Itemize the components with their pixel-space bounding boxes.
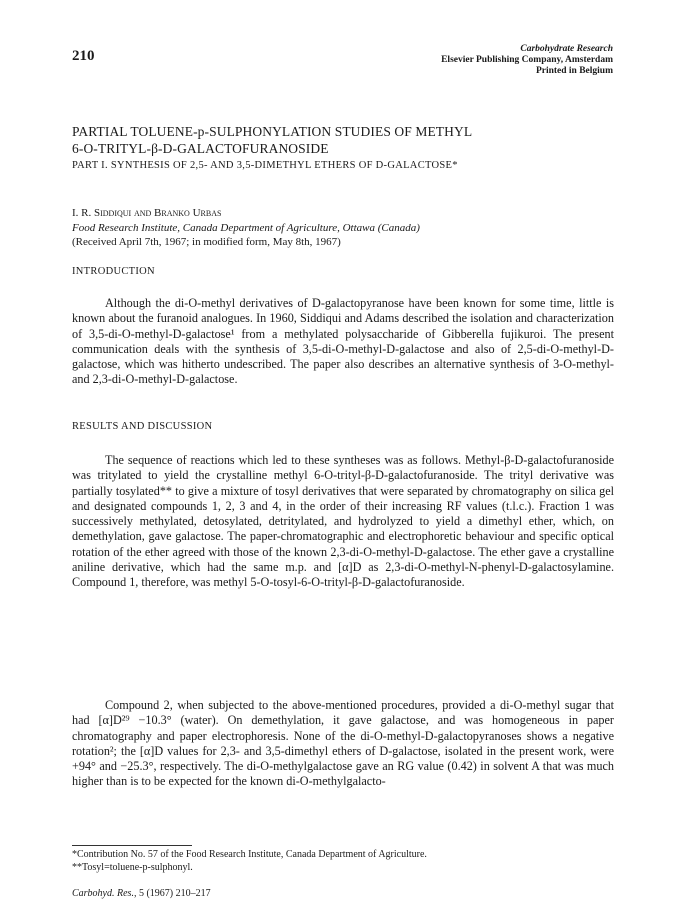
affiliation: Food Research Institute, Canada Department of Agriculture, Ottawa (Canada) (72, 222, 420, 234)
footnotes (72, 849, 614, 874)
publisher-company: Elsevier Publishing Company, Amsterdam (441, 55, 613, 65)
received-dates: (Received April 7th, 1967; in modified form, May 8th, 1967) (72, 236, 341, 248)
results-paragraph-2: Compound 2, when subjected to the above-mentioned procedures, provided a di-O-methyl sugar that had [α]D²⁹ −10.3° (water). On demethylation, it gave galactose, and was homogeneous in paper chromatography and paper electrophoresis. None of the di-O-methyl-D-galactopyranoses shows a negative rotation²; the [α]D values for 2,3- and 3,5-dimethyl ethers of D-galactose, isolated in the present work, were +94° and −25.3°, respectively. The di-O-methylgalactose gave an RG value (0.42) in solvent A that was much higher than is to be expected for the known di-O-methylgalacto- (72, 698, 614, 789)
citation-details: 5 (1967) 210–217 (138, 888, 211, 899)
citation-journal: Carbohyd. Res., (72, 888, 137, 899)
page-number: 210 (72, 48, 95, 64)
title-line-1: PARTIAL TOLUENE-p-SULPHONYLATION STUDIES OF METHYL (72, 124, 473, 139)
title-line-2: 6-O-TRITYL-β-D-GALACTOFURANOSIDE (72, 141, 329, 156)
journal-citation (72, 888, 211, 899)
footnote-divider (72, 845, 192, 846)
authors: I. R. Siddiqui and Branko Urbas (72, 207, 222, 219)
footnote-1: *Contribution No. 57 of the Food Research Institute, Canada Department of Agriculture. (72, 849, 427, 860)
introduction-paragraph: Although the di-O-methyl derivatives of D-galactopyranose have been known for some time, little is known about the furanoid analogues. In 1960, Siddiqui and Adams described the isolation and characterization of 3,5-di-O-methyl-D-galactose¹ from a methylated polysaccharide of Gibberella fujikuroi. The present communication deals with the synthesis of 3,5-di-O-methyl-D-galactose and also of 2,5-di-O-methyl-D-galactose, which was hitherto undescribed. The paper also describes an alternative synthesis of 3-O-methyl- and 2,3-di-O-methyl-D-galactose. (72, 296, 614, 387)
article-subtitle: PART I. SYNTHESIS OF 2,5- AND 3,5-DIMETHYL ETHERS OF D-GALACTOSE* (72, 160, 458, 171)
publisher-block (441, 44, 613, 77)
journal-name: Carbohydrate Research (520, 44, 613, 54)
printed-location: Printed in Belgium (535, 66, 613, 76)
results-paragraph-1: The sequence of reactions which led to these syntheses was as follows. Methyl-β-D-galactofuranoside was tritylated to yield the crystalline methyl 6-O-trityl-β-D-galactofuranoside. The trityl derivative was partially tosylated** to give a mixture of tosyl derivatives that were separated by chromatography on silica gel and designated compounds 1, 2, 3 and 4, in the order of their increasing RF values (t.l.c.). Fraction 1 was successively methylated, detosylated, detritylated, and hydrolyzed to yield a dimethyl ether, which, on demethylation, gave galactose. The paper-chromatographic and electrophoretic behaviour and specific optical rotation of the ether agreed with those of the known 2,3-di-O-methyl-D-galactose. The ether gave a crystalline aniline derivative, which had the same m.p. and [α]D as 2,3-di-O-methyl-N-phenyl-D-galactosylamine. Compound 1, therefore, was methyl 5-O-tosyl-6-O-trityl-β-D-galactofuranoside. (72, 453, 614, 590)
introduction-heading: INTRODUCTION (72, 266, 155, 277)
results-heading: RESULTS AND DISCUSSION (72, 421, 213, 432)
article-title (72, 123, 632, 157)
footnote-2: **Tosyl=toluene-p-sulphonyl. (72, 861, 193, 873)
